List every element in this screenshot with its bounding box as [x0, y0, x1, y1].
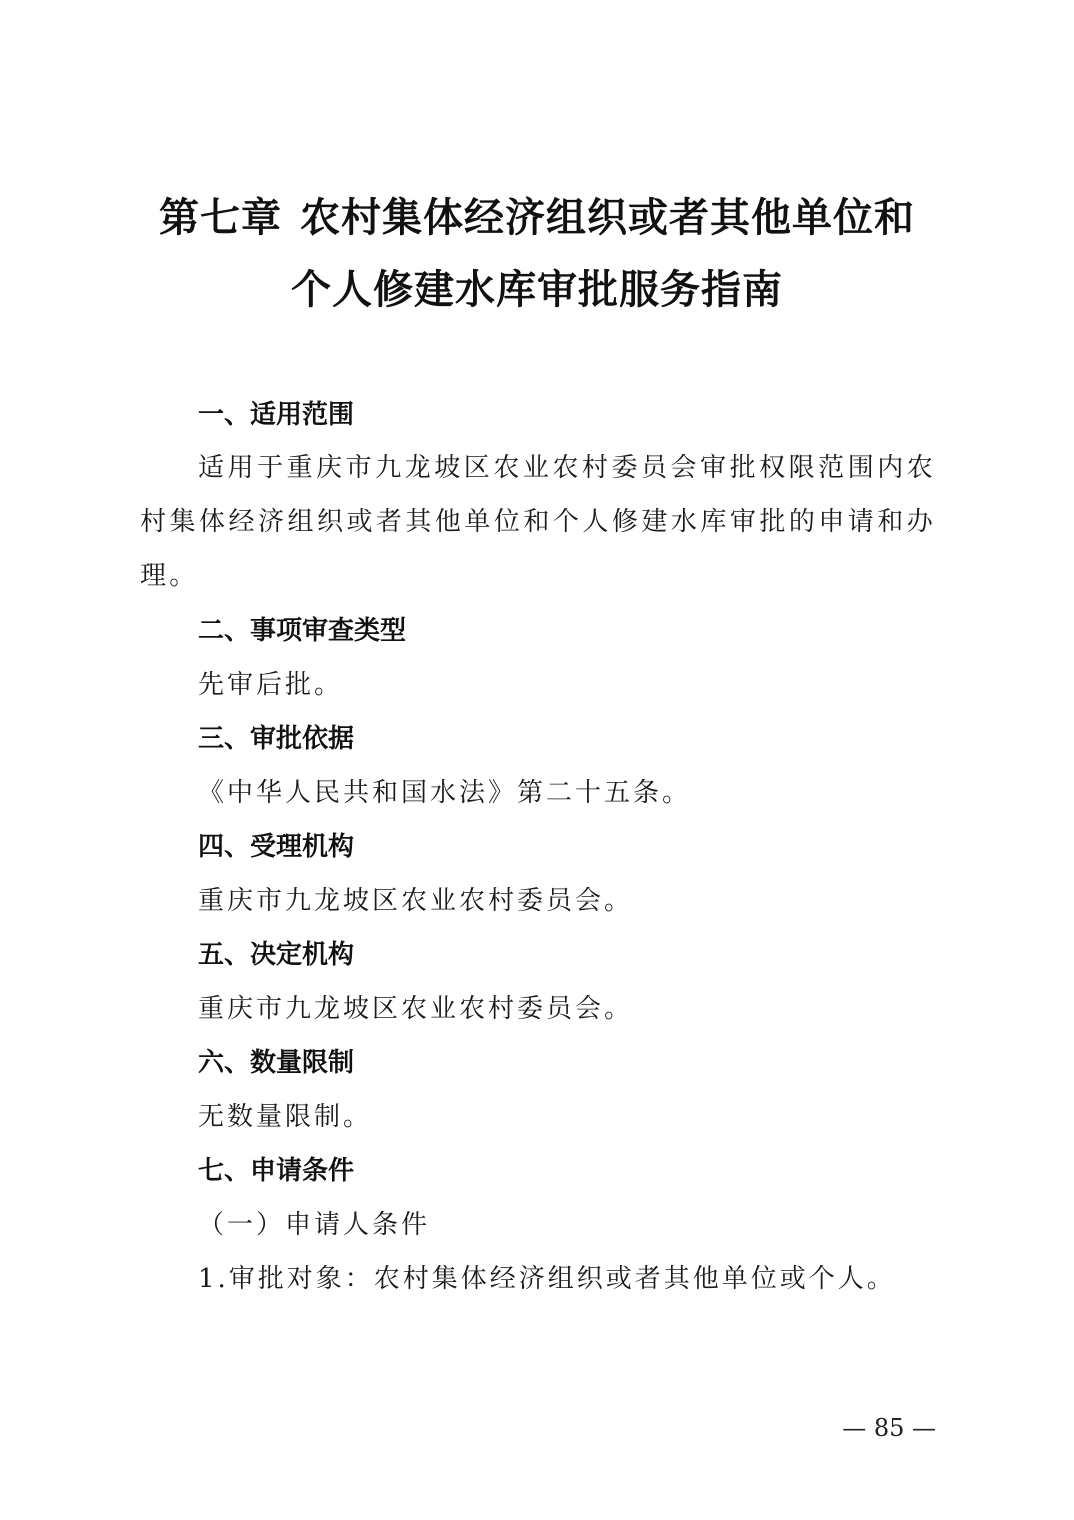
subsection-applicant-conditions: （一）申请人条件 — [198, 1210, 431, 1240]
section-text-deciding-agency: 重庆市九龙坡区农业农村委员会。 — [198, 994, 634, 1024]
section-heading-legal-basis: 三、审批依据 — [198, 724, 355, 754]
section-heading-conditions: 七、申请条件 — [198, 1156, 355, 1186]
chapter-title-line-1 — [0, 194, 1074, 242]
page-number: — 85 — — [842, 1414, 936, 1442]
section-text-review-type: 先审后批。 — [198, 670, 344, 700]
chapter-title-line-2: 个人修建水库审批服务指南 — [291, 266, 783, 313]
condition-item-1: 1.审批对象：农村集体经济组织或者其他单位或个人。 — [198, 1264, 896, 1294]
section-heading-scope: 一、适用范围 — [198, 400, 355, 430]
section-text-accepting-agency: 重庆市九龙坡区农业农村委员会。 — [198, 886, 634, 916]
chapter-number: 第七章 — [159, 194, 282, 241]
section-heading-quantity-limit: 六、数量限制 — [198, 1048, 355, 1078]
chapter-title-part: 农村集体经济组织或者其他单位和 — [300, 194, 915, 241]
section-text-scope: 适用于重庆市九龙坡区农业农村委员会审批权限范围内农村集体经济组织或者其他单位和个人修建水库审批的申请和办理。 — [140, 453, 936, 591]
section-heading-accepting-agency: 四、受理机构 — [198, 832, 355, 862]
section-heading-deciding-agency: 五、决定机构 — [198, 940, 355, 970]
section-text-legal-basis: 《中华人民共和国水法》第二十五条。 — [198, 778, 692, 808]
section-heading-review-type: 二、事项审查类型 — [198, 616, 407, 646]
section-text-quantity-limit: 无数量限制。 — [198, 1102, 373, 1132]
